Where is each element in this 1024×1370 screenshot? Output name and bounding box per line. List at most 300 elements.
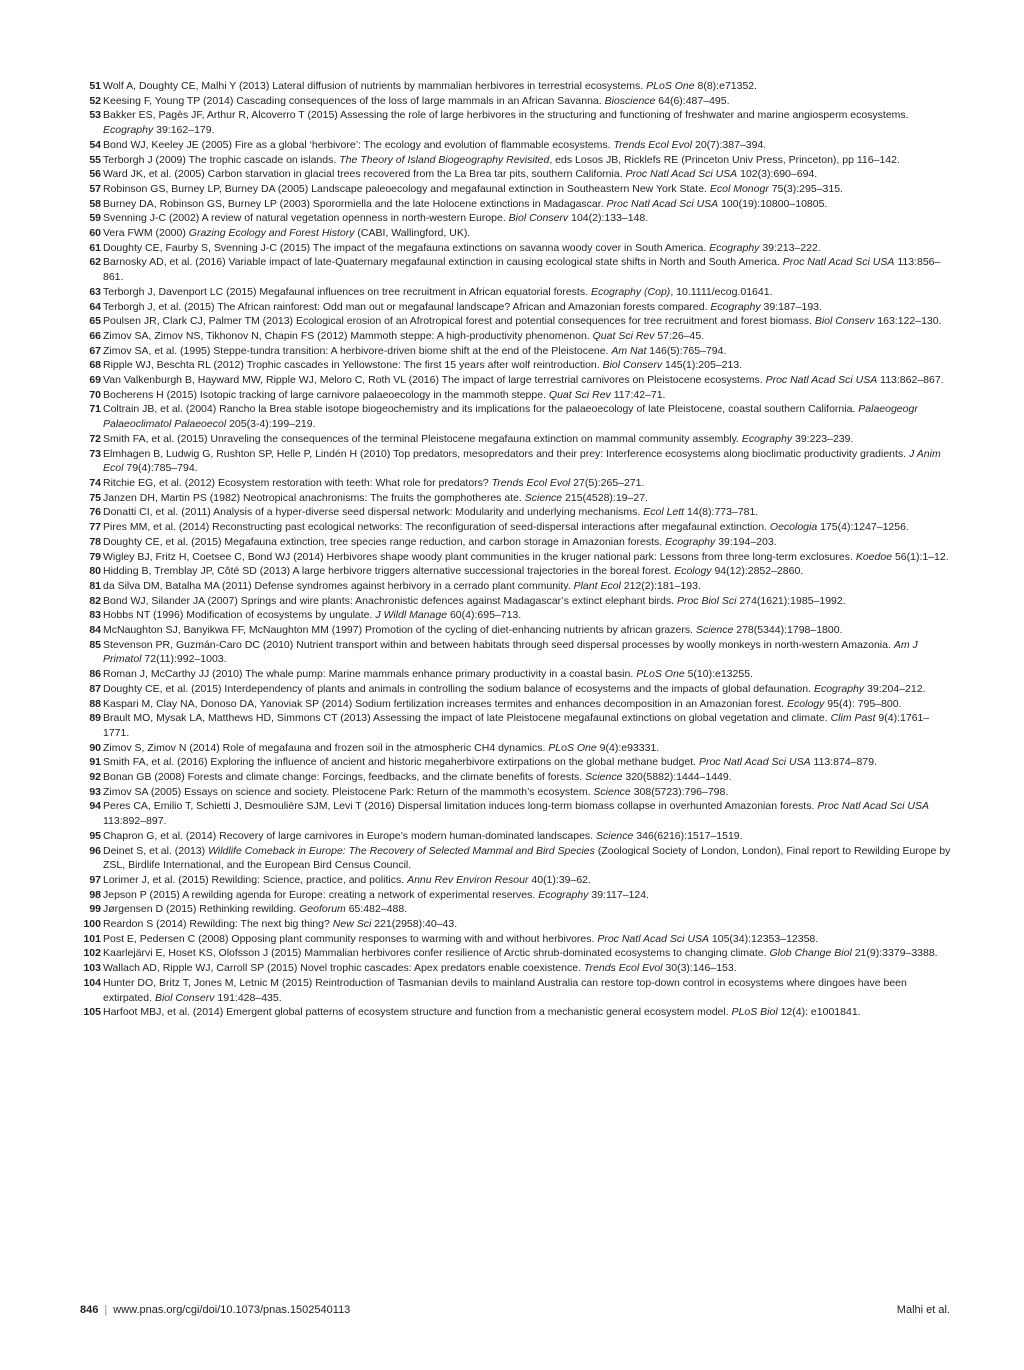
reference-number: 89 (89, 712, 101, 725)
reference-number: 64 (89, 300, 101, 313)
reference-number: 67 (89, 344, 101, 357)
reference-segment: 27(5):265–271. (570, 476, 645, 489)
reference-number: 100 (83, 918, 101, 931)
reference-number: 96 (89, 844, 101, 857)
reference-segment: 274(1621):1985–1992. (736, 594, 846, 607)
journal-title: Quat Sci Rev (592, 329, 655, 342)
reference-text (101, 873, 952, 888)
reference-text (101, 623, 952, 638)
reference-item (80, 946, 952, 961)
reference-text (101, 476, 952, 491)
reference-segment: Reardon S (2014) Rewilding: The next big thing? (103, 918, 333, 931)
reference-number: 95 (89, 829, 101, 842)
reference-number: 80 (89, 565, 101, 578)
reference-segment: 39:117–124. (588, 888, 649, 901)
reference-segment: Harfoot MBJ, et al. (2014) Emergent global patterns of ecosystem structure and function from a mechanistic general ecosystem model. (103, 1006, 732, 1019)
journal-title: Wildlife Comeback in Europe: The Recovery of Selected Mammal and Bird Species (208, 844, 595, 857)
reference-number: 83 (89, 609, 101, 622)
journal-title: Biol Conserv (602, 359, 663, 372)
reference-text (101, 402, 952, 431)
reference-number: 81 (89, 579, 101, 592)
reference-segment: Hunter DO, Britz T, Jones M, Letnic M (2015) Reintroduction of Tasmanian devils to mainland Australia can restore top-down control in ecosystems where dingoes have been extirpated. (103, 976, 907, 1004)
reference-number: 66 (89, 329, 101, 342)
reference-item (80, 902, 952, 917)
reference-segment: Roman J, McCarthy JJ (2010) The whale pump: Marine mammals enhance primary productivity in a coastal basin. (103, 668, 637, 681)
reference-segment: 75(3):295–315. (768, 182, 843, 195)
reference-segment: 113:892–897. (103, 815, 167, 828)
reference-segment: (Zoological Society of London, London), Final report to Rewilding Europe by ZSL, Birdlife International, and the European Bird Census Council. (103, 844, 951, 872)
reference-number: 59 (89, 212, 101, 225)
reference-number: 73 (89, 447, 101, 460)
reference-segment: Pires MM, et al. (2014) Reconstructing past ecological networks: The reconfiguration of seed-dispersal interactions after megafaunal extinction. (103, 521, 770, 534)
reference-segment: (CABI, Wallingford, UK). (354, 227, 471, 240)
reference-item (80, 741, 952, 756)
journal-title: Science (596, 829, 634, 842)
journal-title: Palaeogeogr Palaeoclimatol Palaeoecol (103, 403, 918, 431)
journal-title: Oecologia (769, 521, 818, 534)
journal-title: Ecography (103, 124, 154, 137)
reference-number: 62 (89, 256, 101, 269)
journal-title: J Anim Ecol (103, 447, 941, 475)
reference-item (80, 638, 952, 667)
journal-title: Ecography (665, 535, 716, 548)
reference-text (101, 226, 952, 241)
reference-number: 56 (89, 168, 101, 181)
reference-text (101, 79, 952, 94)
journal-title: Glob Change Biol (769, 947, 852, 960)
reference-number: 70 (89, 388, 101, 401)
reference-item (80, 550, 952, 565)
reference-segment: 39:194–203. (715, 535, 777, 548)
journal-title: Science (695, 624, 734, 637)
journal-title: Proc Natl Acad Sci USA (765, 374, 878, 387)
reference-segment: 9(4):e93331. (596, 741, 660, 754)
reference-item (80, 329, 952, 344)
reference-segment: , eds Losos JB, Ricklefs RE (Princeton Univ Press, Princeton), pp 116–142. (549, 153, 900, 166)
reference-item (80, 594, 952, 609)
reference-segment: Keesing F, Young TP (2014) Cascading consequences of the loss of large mammals in an African Savanna. (103, 94, 605, 107)
reference-segment: Zimov S, Zimov N (2014) Role of megafauna and frozen soil in the atmospheric CH4 dynamics. (103, 741, 549, 754)
journal-title: PLoS One (646, 80, 695, 92)
reference-text (101, 844, 952, 873)
reference-item (80, 211, 952, 226)
footer-left (80, 1304, 350, 1316)
reference-segment: Terborgh J, Davenport LC (2015) Megafaunal influences on tree recruitment in African equatorial forests. (103, 285, 591, 298)
reference-item (80, 829, 952, 844)
reference-segment: Doughty CE, et al. (2015) Interdependency of plants and animals in controlling the sodium balance of ecosystems and the impacts of global defaunation. (103, 682, 814, 695)
reference-text (101, 197, 952, 212)
reference-segment: 113:856–861. (103, 256, 941, 284)
reference-segment: 221(2958):40–43. (371, 918, 458, 931)
reference-text (101, 579, 952, 594)
reference-segment: Ward JK, et al. (2005) Carbon starvation in glacial trees recovered from the La Brea tar pits, southern California. (103, 168, 626, 181)
reference-text (101, 902, 952, 917)
reference-segment: 20(7):387–394. (692, 138, 767, 151)
page-footer (80, 1304, 950, 1316)
reference-segment: Hobbs NT (1996) Modification of ecosystems by ungulate. (103, 609, 376, 622)
reference-segment: 113:862–867. (877, 374, 944, 387)
reference-text (101, 388, 952, 403)
reference-text (101, 300, 952, 315)
reference-item (80, 608, 952, 623)
reference-segment: Doughty CE, Faurby S, Svenning J-C (2015) The impact of the megafauna extinctions on savanna woody cover in South America. (103, 241, 710, 254)
reference-number: 84 (89, 624, 101, 637)
journal-title: PLoS One (548, 741, 597, 754)
reference-item (80, 932, 952, 947)
reference-text (101, 520, 952, 535)
journal-title: Ecography (538, 888, 589, 901)
reference-number: 61 (89, 241, 101, 254)
reference-segment: 175(4):1247–1256. (817, 521, 909, 534)
reference-item (80, 373, 952, 388)
reference-segment: Barnosky AD, et al. (2016) Variable impact of late-Quaternary megafaunal extinction in causing ecological state shifts in North and South America. (103, 256, 783, 269)
reference-number: 105 (83, 1006, 101, 1019)
reference-segment: 117:42–71. (610, 388, 666, 401)
journal-title: Ecography (Cop) (590, 285, 671, 298)
reference-text (101, 535, 952, 550)
reference-item (80, 358, 952, 373)
reference-item (80, 564, 952, 579)
reference-text (101, 711, 952, 740)
reference-segment: Chapron G, et al. (2014) Recovery of large carnivores in Europe’s modern human-dominated landscapes. (103, 829, 596, 842)
reference-text (101, 255, 952, 284)
reference-item (80, 976, 952, 1005)
reference-number: 86 (89, 668, 101, 681)
reference-text (101, 785, 952, 800)
reference-item (80, 770, 952, 785)
reference-segment: 102(3):690–694. (737, 168, 818, 181)
journal-title: Science (524, 491, 563, 504)
reference-segment: McNaughton SJ, Banyikwa FF, McNaughton MM (1997) Promotion of the cycling of diet-enhancing nutrients by african grazers. (103, 624, 696, 637)
journal-title: J Wildl Manage (375, 609, 448, 622)
reference-segment: Poulsen JR, Clark CJ, Palmer TM (2013) Ecological erosion of an Afrotropical forest and potential consequences for tree recruitment and forest biomass. (103, 315, 815, 328)
reference-number: 94 (89, 800, 101, 813)
reference-segment: Doughty CE, et al. (2015) Megafauna extinction, tree species range reduction, and carbon storage in Amazonian forests. (103, 535, 666, 548)
reference-text (101, 505, 952, 520)
reference-segment: Svenning J-C (2002) A review of natural vegetation openness in north-western Europe. (103, 212, 509, 225)
journal-title: Ecography (709, 241, 760, 254)
reference-item (80, 314, 952, 329)
reference-segment: 320(5882):1444–1449. (622, 771, 732, 784)
journal-title: Biol Conserv (814, 315, 875, 328)
reference-segment: Coltrain JB, et al. (2004) Rancho la Brea stable isotope biogeochemistry and its implications for the palaeoecology of late Pleistocene, coastal southern California. (103, 403, 859, 416)
journal-title: Bioscience (604, 94, 656, 107)
journal-title: The Theory of Island Biogeography Revisited (339, 153, 550, 166)
journal-title: PLoS One (636, 668, 685, 681)
reference-text (101, 94, 952, 109)
reference-item (80, 682, 952, 697)
reference-number: 91 (89, 756, 101, 769)
reference-item (80, 888, 952, 903)
reference-text (101, 211, 952, 226)
reference-segment: 39:223–239. (792, 432, 854, 445)
reference-segment: Wolf A, Doughty CE, Malhi Y (2013) Lateral diffusion of nutrients by mammalian herbivores in terrestrial ecosystems. (103, 80, 647, 92)
reference-number: 58 (89, 197, 101, 210)
reference-segment: 39:204–212. (864, 682, 926, 695)
footer-separator: | (104, 1304, 108, 1316)
journal-title: Biol Conserv (508, 212, 569, 225)
reference-number: 75 (89, 491, 101, 504)
reference-text (101, 108, 952, 137)
reference-item (80, 344, 952, 359)
reference-item (80, 476, 952, 491)
reference-segment: 308(5723):796–798. (630, 785, 729, 798)
reference-segment: Post E, Pedersen C (2008) Opposing plant community responses to warming with and without herbivores. (103, 932, 598, 945)
reference-segment: Smith FA, et al. (2016) Exploring the influence of ancient and historic megaherbivore extirpations on the global methane budget. (103, 756, 699, 769)
reference-item (80, 711, 952, 740)
reference-text (101, 961, 952, 976)
reference-text (101, 564, 952, 579)
reference-text (101, 594, 952, 609)
reference-segment: Terborgh J (2009) The trophic cascade on islands. (103, 153, 340, 166)
reference-segment: 12(4): e1001841. (777, 1006, 861, 1019)
reference-number: 74 (89, 476, 101, 489)
reference-segment: Bakker ES, Pagès JF, Arthur R, Alcoverro T (2015) Assessing the role of large herbivores in the structuring and functioning of freshwater and marine angiosperm ecosystems. (103, 109, 909, 122)
journal-title: Trends Ecol Evol (583, 962, 663, 975)
reference-number: 85 (89, 638, 101, 651)
reference-number: 99 (89, 903, 101, 916)
journal-title: Geoforum (299, 903, 346, 916)
reference-segment: 94(12):2852–2860. (711, 565, 804, 578)
reference-text (101, 608, 952, 623)
journal-title: Proc Natl Acad Sci USA (782, 256, 895, 269)
reference-text (101, 799, 952, 828)
reference-segment: 39:213–222. (759, 241, 821, 254)
reference-text (101, 432, 952, 447)
reference-item (80, 402, 952, 431)
reference-text (101, 153, 952, 168)
reference-segment: Bond WJ, Keeley JE (2005) Fire as a global ‘herbivore’: The ecology and evolution of flammable ecosystems. (103, 138, 614, 151)
reference-segment: Bond WJ, Silander JA (2007) Springs and wire plants: Anachronistic defences against Madagascar’s extinct elephant birds. (103, 594, 677, 607)
journal-title: Ecol Lett (643, 506, 685, 519)
journal-title: New Sci (332, 918, 372, 931)
reference-item (80, 285, 952, 300)
reference-item (80, 108, 952, 137)
reference-segment: 40(1):39–62. (528, 873, 591, 886)
reference-segment: 9(4):1761–1771. (103, 712, 930, 739)
reference-segment: Brault MO, Mysak LA, Matthews HD, Simmons CT (2013) Assessing the impact of late Pleistocene megafaunal extinctions on global vegetation and climate. (103, 712, 831, 725)
page-number: 846 (80, 1304, 99, 1316)
reference-number: 77 (89, 521, 101, 534)
reference-item (80, 241, 952, 256)
reference-number: 53 (89, 109, 101, 122)
reference-item (80, 785, 952, 800)
reference-text (101, 667, 952, 682)
reference-item (80, 447, 952, 476)
reference-segment: 14(8):773–781. (684, 506, 759, 519)
reference-segment: Ripple WJ, Beschta RL (2012) Trophic cascades in Yellowstone: The first 15 years after wolf reintroduction. (103, 359, 603, 372)
reference-text (101, 167, 952, 182)
reference-segment: 346(6216):1517–1519. (633, 829, 743, 842)
reference-segment: Bonan GB (2008) Forests and climate change: Forcings, feedbacks, and the climate benefits of forests. (103, 771, 586, 784)
reference-segment: 278(5344):1798–1800. (733, 624, 843, 637)
journal-title: Ecography (813, 682, 865, 695)
reference-text (101, 770, 952, 785)
reference-number: 57 (89, 182, 101, 195)
reference-segment: 95(4): 795–800. (824, 697, 902, 710)
reference-number: 87 (89, 682, 101, 695)
journal-title: Grazing Ecology and Forest History (188, 227, 355, 240)
reference-item (80, 520, 952, 535)
reference-item (80, 844, 952, 873)
reference-segment: 5(10):e13255. (684, 668, 753, 681)
reference-number: 79 (89, 550, 101, 563)
journal-title: Ecography (741, 432, 793, 445)
reference-segment: 146(5):765–794. (646, 344, 727, 357)
reference-text (101, 932, 952, 947)
reference-segment: Robinson GS, Burney LP, Burney DA (2005) Landscape paleoecology and megafaunal extinction in Southeastern New York State. (103, 182, 710, 195)
reference-segment: 145(1):205–213. (662, 359, 743, 372)
reference-number: 55 (89, 153, 101, 166)
reference-text (101, 241, 952, 256)
reference-number: 60 (89, 227, 101, 240)
reference-item (80, 226, 952, 241)
reference-segment: 212(2):181–193. (620, 579, 701, 592)
reference-number: 52 (89, 94, 101, 107)
reference-item (80, 197, 952, 212)
reference-segment: 104(2):133–148. (568, 212, 649, 225)
reference-segment: 60(4):695–713. (447, 609, 522, 622)
reference-text (101, 755, 952, 770)
journal-title: Annu Rev Environ Resour (407, 873, 529, 886)
reference-segment: Elmhagen B, Ludwig G, Rushton SP, Helle P, Lindén H (2010) Top predators, mesopredators and their prey: Interference ecosystems along bioclimatic productivity gradients. (103, 447, 910, 460)
reference-item (80, 505, 952, 520)
reference-text (101, 888, 952, 903)
journal-title: Science (593, 785, 631, 798)
journal-title: Koedoe (855, 550, 893, 563)
reference-number: 97 (89, 873, 101, 886)
journal-title: PLoS Biol (731, 1006, 778, 1019)
reference-segment: 39:162–179. (153, 124, 215, 137)
reference-text (101, 917, 952, 932)
reference-segment: Zimov SA (2005) Essays on science and society. Pleistocene Park: Return of the mammoth’s ecosystem. (103, 785, 594, 798)
reference-number: 98 (89, 888, 101, 901)
reference-number: 76 (89, 506, 101, 519)
reference-segment: Hidding B, Tremblay JP, Côté SD (2013) A large herbivore triggers alternative successional trajectories in the boreal forest. (103, 565, 675, 578)
journal-title: Am Nat (611, 344, 647, 357)
reference-segment: 100(19):10800–10805. (718, 197, 828, 210)
reference-segment: 215(4528):19–27. (562, 491, 648, 504)
reference-text (101, 976, 952, 1005)
reference-item (80, 579, 952, 594)
reference-item (80, 755, 952, 770)
reference-number: 51 (89, 80, 101, 92)
reference-text (101, 829, 952, 844)
reference-text (101, 344, 952, 359)
reference-segment: 205(3-4):199–219. (226, 418, 316, 431)
reference-segment: Vera FWM (2000) (103, 227, 189, 240)
reference-text (101, 741, 952, 756)
reference-segment: Donatti CI, et al. (2011) Analysis of a hyper-diverse seed dispersal network: Modularity and underlying mechanisms. (103, 506, 644, 519)
reference-item (80, 138, 952, 153)
reference-item (80, 153, 952, 168)
reference-number: 103 (83, 962, 101, 975)
reference-list (80, 79, 952, 1020)
reference-number: 68 (89, 359, 101, 372)
reference-segment: Kaspari M, Clay NA, Donoso DA, Yanoviak SP (2014) Sodium fertilization increases termites and enhances decomposition in an Amazonian forest. (103, 697, 788, 710)
reference-text (101, 1005, 952, 1020)
journal-title: Trends Ecol Evol (491, 476, 571, 489)
reference-number: 92 (89, 771, 101, 784)
reference-segment: 72(11):992–1003. (141, 653, 227, 666)
journal-title: Trends Ecol Evol (613, 138, 693, 151)
reference-segment: 79(4):785–794. (123, 462, 198, 475)
reference-item (80, 491, 952, 506)
journal-title: Proc Natl Acad Sci USA (698, 756, 811, 769)
reference-segment: Janzen DH, Martin PS (1982) Neotropical anachronisms: The fruits the gomphotheres ate. (103, 491, 525, 504)
reference-text (101, 946, 952, 961)
reference-item (80, 432, 952, 447)
reference-number: 88 (89, 697, 101, 710)
reference-segment: Jepson P (2015) A rewilding agenda for Europe: creating a network of experimental reserves. (103, 888, 539, 901)
reference-segment: Ritchie EG, et al. (2012) Ecosystem restoration with teeth: What role for predators? (103, 476, 492, 489)
reference-number: 71 (89, 403, 101, 416)
journal-title: Proc Biol Sci (676, 594, 737, 607)
reference-item (80, 79, 952, 94)
reference-text (101, 358, 952, 373)
reference-item (80, 535, 952, 550)
reference-number: 65 (89, 315, 101, 328)
reference-number: 54 (89, 138, 101, 151)
reference-number: 72 (89, 432, 101, 445)
reference-item (80, 1005, 952, 1020)
reference-number: 78 (89, 535, 101, 548)
reference-text (101, 314, 952, 329)
reference-segment: 57:26–45. (654, 329, 705, 342)
reference-number: 102 (83, 947, 101, 960)
reference-segment: Peres CA, Emilio T, Schietti J, Desmoulière SJM, Levi T (2016) Dispersal limitation induces long-term biomass collapse in overhunted Amazonian forests. (103, 800, 818, 813)
running-authors: Malhi et al. (896, 1304, 950, 1316)
journal-title: Ecology (787, 697, 825, 710)
reference-item (80, 623, 952, 638)
reference-segment: 64(6):487–495. (655, 94, 730, 107)
reference-number: 90 (89, 741, 101, 754)
reference-text (101, 373, 952, 388)
reference-segment: Zimov SA, Zimov NS, Tikhonov N, Chapin FS (2012) Mammoth steppe: A high-productivity phenomenon. (103, 329, 593, 342)
reference-segment: Wigley BJ, Fritz H, Coetsee C, Bond WJ (2014) Herbivores shape woody plant communities in the kruger national park: Lessons from three long-term exclosures. (103, 550, 856, 563)
reference-segment: 65:482–488. (345, 903, 408, 916)
reference-segment: Bocherens H (2015) Isotopic tracking of large carnivore palaeoecology in the mammoth steppe. (103, 388, 549, 401)
reference-segment: 30(3):146–153. (662, 962, 737, 975)
journal-title: Ecol Monogr (709, 182, 769, 195)
reference-segment: Jørgensen D (2015) Rethinking rewilding. (103, 903, 300, 916)
reference-segment: 163:122–130. (874, 315, 942, 328)
reference-number: 63 (89, 285, 101, 298)
reference-text (101, 491, 952, 506)
reference-segment: 8(8):e71352. (694, 80, 758, 92)
reference-item (80, 917, 952, 932)
reference-number: 93 (89, 785, 101, 798)
reference-item (80, 255, 952, 284)
reference-segment: 191:428–435. (214, 991, 282, 1004)
reference-number: 104 (83, 976, 101, 989)
reference-segment: Terborgh J, et al. (2015) The African rainforest: Odd man out or megafaunal landscape? African and Amazonian forests compared. (103, 300, 711, 313)
journal-title: Biol Conserv (154, 991, 215, 1004)
reference-item (80, 961, 952, 976)
journal-title: Proc Natl Acad Sci USA (625, 168, 738, 181)
journal-title: Proc Natl Acad Sci USA (606, 197, 719, 210)
journal-title: Science (585, 771, 623, 784)
journal-title: Ecology (674, 565, 712, 578)
reference-segment: Deinet S, et al. (2013) (103, 844, 209, 857)
journal-title: Proc Natl Acad Sci USA (817, 800, 929, 813)
reference-number: 82 (89, 594, 101, 607)
reference-number: 101 (83, 932, 101, 945)
doi-url[interactable]: www.pnas.org/cgi/doi/10.1073/pnas.1502540113 (113, 1304, 351, 1316)
journal-title: Plant Ecol (573, 579, 621, 592)
reference-text (101, 329, 952, 344)
reference-segment: Van Valkenburgh B, Hayward MW, Ripple WJ, Meloro C, Roth VL (2016) The impact of large terrestrial carnivores on Pleistocene ecosystems. (103, 374, 766, 387)
